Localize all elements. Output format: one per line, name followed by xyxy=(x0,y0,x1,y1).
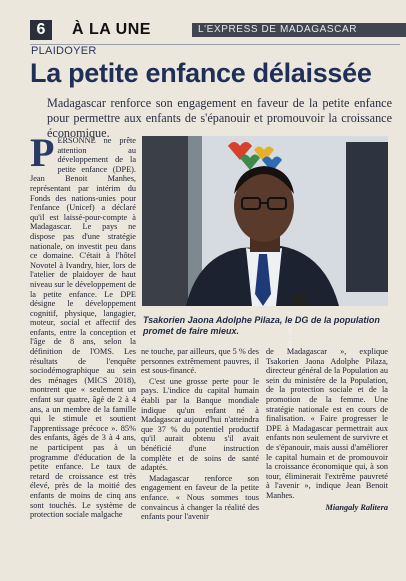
column-2-paragraph-3: Madagascar renforce son engagement en faveur de la petite enfance. « Nous sommes tous convaincus à changer la réalité des enfants pour l'avenir xyxy=(141,473,259,522)
page-number: 6 xyxy=(30,20,52,40)
column-2-paragraph-1: ne touche, par ailleurs, que 5 % des personnes extrêmement pauvres, il est sous-financé. xyxy=(141,347,259,376)
photo-caption: Tsakorien Jaona Adolphe Pilaza, le DG de la population promet de faire mieux. xyxy=(143,315,380,336)
article-byline: Miangaly Ralitera xyxy=(325,502,388,512)
column-3-paragraph: de Madagascar », explique Tsakorien Jaona Adolphe Pilaza, directeur général de la Population au sein du ministère de la Population, de la protection sociale et de la promotion de la femme. Une stratégie nationale est en cours de finalisation. « Faire progresser le DPE à Madagascar permettrait aux enfants non seulement de survivre et de s'épanouir, mais aussi d'améliorer le capital humain et de promouvoir la croissance économique qui, à son tour, éliminerait l'extrême pauvreté à l'avenir », indique Jean Benoit Manhes. xyxy=(266,347,388,500)
drop-cap: P xyxy=(30,130,55,175)
section-rubric: À LA UNE xyxy=(72,21,151,38)
portrait-illustration xyxy=(142,136,388,306)
page-header xyxy=(0,20,400,40)
article-column-2 xyxy=(141,347,259,561)
article-column-3 xyxy=(266,347,388,577)
newspaper-name: L'EXPRESS DE MADAGASCAR xyxy=(192,23,406,37)
article-lead: Madagascar renforce son engagement en faveur de la petite enfance pour permettre aux enfants de s'épanouir et promouvoir la croissance économique. xyxy=(47,96,392,140)
article-headline: La petite enfance délaissée xyxy=(30,58,372,88)
column-1-paragraph xyxy=(30,130,136,520)
article-kicker: PLAIDOYER xyxy=(31,45,97,57)
column-2-paragraph-2: C'est une grosse perte pour le pays. L'indice du capital humain établi par la Banque mondiale indique qu'un enfant né à Madagascar aujourd'hui n'atteindra que 37 % du potentiel productif qu'il aurait obtenu s'il avait bénéficié d'une instruction complète et de soins de santé adaptés. xyxy=(141,376,259,473)
photo-credit: PHOTO: MAMY MAEL xyxy=(288,320,294,376)
article-column-1 xyxy=(30,130,136,560)
column-1-text: ERSONNE ne prête attention au développement de la petite enfance (DPE). Jean Benoit Manhes, représentant par intérim du Fonds des nations-unies pour l'enfance (Unicef) a déclaré qu'il est laissé-pour-compte à Madagascar. Le pays ne dispose pas d'une stratégie nationale, on investit peu dans ce domaine. C'était à l'hôtel Novotel à Ivandry, hier, lors de l'atelier de plaidoyer de haut niveau sur le développement de la petite enfance. Le DPE désigne le développement cognitif, physique, langagier, moteur, social et affectif des enfants, entre la conception et l'âge de 8 ans, selon la définition de l'OMS. Les résultats de l'enquête sociodémographique au sein des ménages (MICS 2018), montrent que « seulement un enfant sur quatre, âgé de 2 à 4 ans, a un membre de la famille qui le stimule et soutient l'apprentissage précoce ». 85% des enfants, âgés de 3 à 4 ans, ne participent pas à un programme d'éducation de la petite enfance. Le taux de retard de croissance est très élevé, près de la moitié des enfants de moins de cinq ans sont touchés. Le système de protection sociale malgache xyxy=(30,136,136,520)
